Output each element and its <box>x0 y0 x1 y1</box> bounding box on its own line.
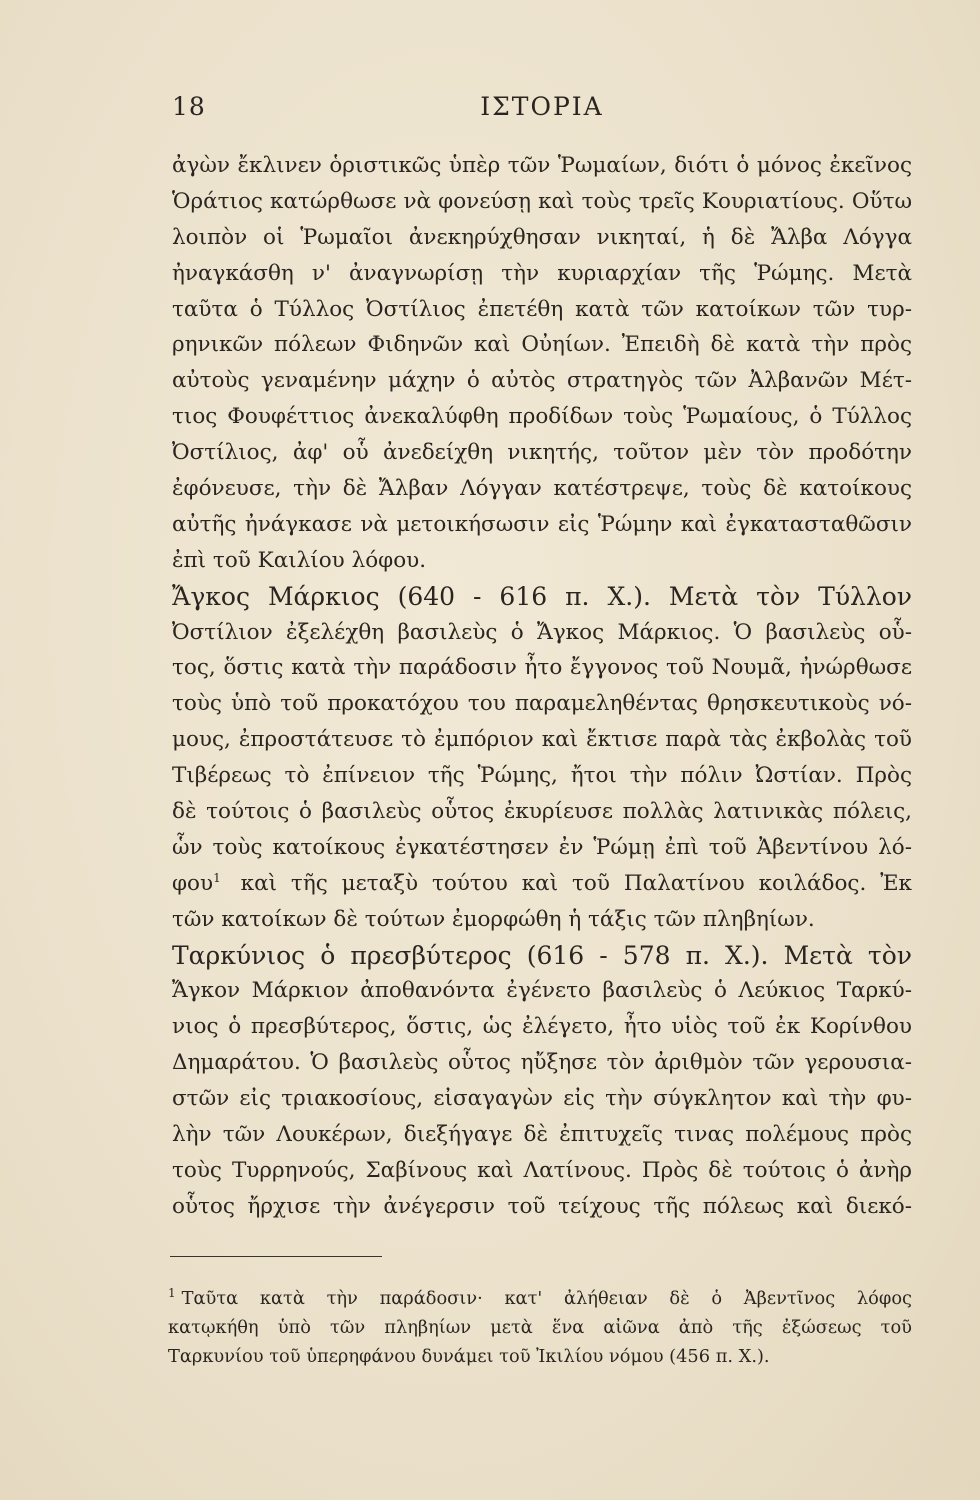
text-line: τος, ὅστις κατὰ τὴν παράδοσιν ἦτο ἔγγονος τοῦ Νουμᾶ, ἠνώρθωσε <box>172 655 912 681</box>
footnote-line: Ταρκυνίου τοῦ ὑπερηφάνου δυνάμει τοῦ Ἰκιλίου νόμου (456 π. Χ.). <box>168 1346 770 1367</box>
text-line: τοὺς Τυρρηνούς, Σαβίνους καὶ Λατίνους. Πρὸς δὲ τούτοις ὁ ἀνὴρ <box>172 1157 912 1183</box>
footnote-marker: 1 <box>168 1286 176 1301</box>
footnotes <box>168 1284 912 1371</box>
text-line: τῶν κατοίκων δὲ τούτων ἐμορφώθη ἡ τάξις τῶν πληβηίων. <box>172 906 815 932</box>
text-line: αὐτῆς ἠνάγκασε νὰ μετοικήσωσιν εἰς Ῥώμην καὶ ἐγκατασταθῶσιν <box>172 511 912 537</box>
text-line: Ἄγκον Μάρκιον ἀποθανόντα ἐγένετο βασιλεὺς ὁ Λεύκιος Ταρκύ- <box>172 978 912 1004</box>
text-line: Ὀστίλιος, ἀφ' οὗ ἀνεδείχθη νικητής, τοῦτον μὲν τὸν προδότην <box>172 440 912 466</box>
text-line: ἀγὼν ἔκλινεν ὁριστικῶς ὑπὲρ τῶν Ῥωμαίων, διότι ὁ μόνος ἐκεῖνος <box>172 153 912 178</box>
text-line: ἐφόνευσε, τὴν δὲ Ἄλβαν Λόγγαν κατέστρεψε, τοὺς δὲ κατοίκους <box>172 476 912 502</box>
text-line: ρηνικῶν πόλεων Φιδηνῶν καὶ Οὐηίων. Ἐπειδὴ δὲ κατὰ τὴν πρὸς <box>172 332 912 358</box>
text-line-with-footnote <box>172 866 912 902</box>
text-line: Δημαράτου. Ὁ βασιλεὺς οὗτος ηὔξησε τὸν ἀριθμὸν τῶν γερουσια- <box>172 1050 912 1076</box>
text-segment: καὶ τῆς μεταξὺ τούτου καὶ τοῦ Παλατίνου κοιλάδος. Ἐκ <box>240 870 912 896</box>
text-line: νιος ὁ πρεσβύτερος, ὅστις, ὡς ἐλέγετο, ἦτο υἱὸς τοῦ ἐκ Κορίνθου <box>172 1014 912 1040</box>
text-line: τιος Φουφέττιος ἀνεκαλύφθη προδίδων τοὺς Ῥωμαίους, ὁ Τύλλος <box>172 404 912 430</box>
text-line: Τιβέρεως τὸ ἐπίνειον τῆς Ῥώμης, ἤτοι τὴν πόλιν Ὠστίαν. Πρὸς <box>172 763 912 789</box>
text-line: λοιπὸν οἱ Ῥωμαῖοι ἀνεκηρύχθησαν νικηταί, ἡ δὲ Ἄλβα Λόγγα <box>172 224 912 250</box>
text-line: ἠναγκάσθη ν' ἀναγνωρίσῃ τὴν κυριαρχίαν τῆς Ῥώμης. Μετὰ <box>172 260 912 286</box>
text-line: Ὀστίλιον ἐξελέχθη βασιλεὺς ὁ Ἄγκος Μάρκιος. Ὁ βασιλεὺς οὗ- <box>172 619 912 645</box>
section-heading-line: Ἄγκος Μάρκιος (640 - 616 π. Χ.). Μετὰ τὸν Τύλλον <box>172 581 912 611</box>
body-text <box>172 148 912 1225</box>
footnote-text: Ταῦτα κατὰ τὴν παράδοσιν· κατ' ἀλήθειαν δὲ ὁ Ἀβεντῖνος λόφος <box>181 1288 912 1309</box>
footnote-divider <box>170 1256 382 1257</box>
text-line: τοὺς ὑπὸ τοῦ προκατόχου του παραμεληθέντας θρησκευτικοὺς νό- <box>172 691 912 717</box>
text-line: στῶν εἰς τριακοσίους, εἰσαγαγὼν εἰς τὴν σύγκλητον καὶ τὴν φυ- <box>172 1086 912 1112</box>
text-line: λὴν τῶν Λουκέρων, διεξήγαγε δὲ ἐπιτυχεῖς τινας πολέμους πρὸς <box>172 1122 912 1148</box>
footnote-line <box>168 1284 912 1313</box>
running-title: ΙΣΤΟΡΙΑ <box>480 92 604 121</box>
page-number: 18 <box>172 92 206 121</box>
text-segment: φου <box>172 870 214 896</box>
text-line: δὲ τούτοις ὁ βασιλεὺς οὗτος ἐκυρίευσε πολλὰς λατινικὰς πόλεις, <box>172 799 912 825</box>
text-line: ὧν τοὺς κατοίκους ἐγκατέστησεν ἐν Ῥώμῃ ἐπὶ τοῦ Ἀβεντίνου λό- <box>172 834 912 860</box>
page-header <box>172 92 912 126</box>
text-line: αὐτοὺς γεναμένην μάχην ὁ αὐτὸς στρατηγὸς τῶν Ἀλβανῶν Μέτ- <box>172 368 912 394</box>
footnote-reference[interactable]: 1 <box>213 870 221 885</box>
section-heading-line: Ταρκύνιος ὁ πρεσβύτερος (616 - 578 π. Χ.). Μετὰ τὸν <box>172 940 912 970</box>
text-line: ταῦτα ὁ Τύλλος Ὀστίλιος ἐπετέθη κατὰ τῶν κατοίκων τῶν τυρ- <box>172 296 912 322</box>
text-line: ἐπὶ τοῦ Καιλίου λόφου. <box>172 547 427 573</box>
footnote-line: κατῳκήθη ὑπὸ τῶν πληβηίων μετὰ ἕνα αἰῶνα ἀπὸ τῆς ἐξώσεως τοῦ <box>168 1317 912 1338</box>
text-line: οὗτος ἤρχισε τὴν ἀνέγερσιν τοῦ τείχους τῆς πόλεως καὶ διεκό- <box>172 1193 912 1219</box>
text-line: μους, ἐπροστάτευσε τὸ ἐμπόριον καὶ ἔκτισε παρὰ τὰς ἐκβολὰς τοῦ <box>172 727 912 753</box>
text-line: Ὁράτιος κατώρθωσε νὰ φονεύσῃ καὶ τοὺς τρεῖς Κουριατίους. Οὕτω <box>172 188 912 214</box>
